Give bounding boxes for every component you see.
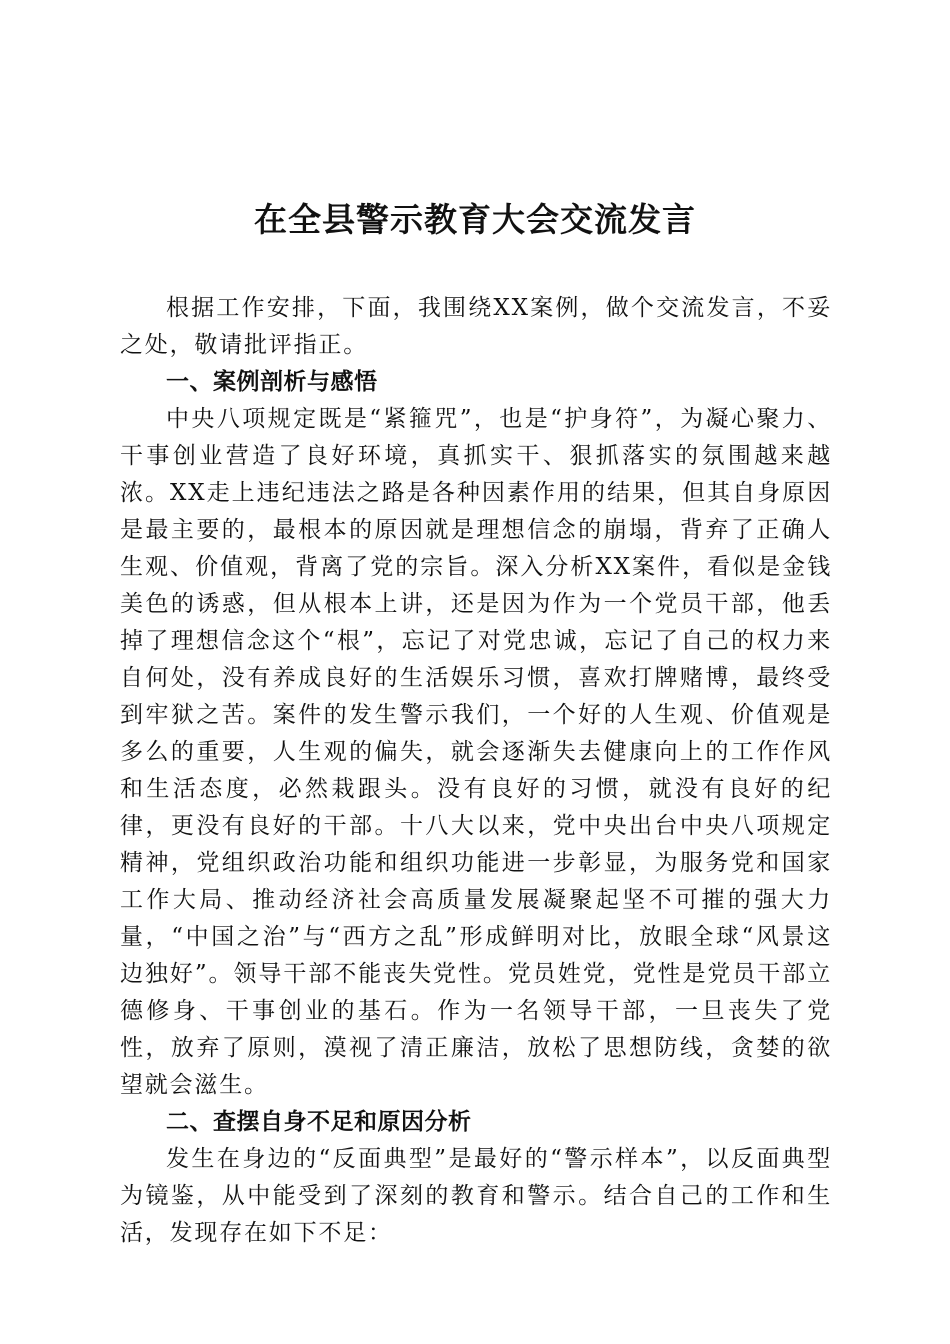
section-heading-2: 二、查摆自身不足和原因分析 [166, 1109, 472, 1135]
section-2-paragraph: 发生在身边的“反面典型”是最好的“警示样本”，以反面典型为镜鉴，从中能受到了深刻的教育和警示。结合自己的工作和生活，发现存在如下不足： [120, 1146, 832, 1246]
section-heading-1: 一、案例剖析与感悟 [166, 369, 378, 395]
section-1-paragraph: 中央八项规定既是“紧箍咒”，也是“护身符”，为凝心聚力、干事创业营造了良好环境，真抓实干、狠抓落实的氛围越来越浓。XX走上违纪违法之路是各种因素作用的结果，但其自身原因是最主要的，最根本的原因就是理想信念的崩塌，背弃了正确人生观、价值观，背离了党的宗旨。深入分析XX案件，看似是金钱美色的诱惑，但从根本上讲，还是因为作为一个党员干部，他丢掉了理想信念这个“根”，忘记了对党忠诚，忘记了自己的权力来自何处，没有养成良好的生活娱乐习惯，喜欢打牌赌博，最终受到牢狱之苦。案件的发生警示我们，一个好的人生观、价值观是多么的重要，人生观的偏失，就会逐渐失去健康向上的工作作风和生活态度，必然栽跟头。没有良好的习惯，就没有良好的纪律，更没有良好的干部。十八大以来，党中央出台中央八项规定精神，党组织政治功能和组织功能进一步彰显，为服务党和国家工作大局、推动经济社会高质量发展凝聚起坚不可摧的强大力量，“中国之治”与“西方之乱”形成鲜明对比，放眼全球“风景这边独好”。领导干部不能丧失党性。党员姓党，党性是党员干部立德修身、干事创业的基石。作为一名领导干部，一旦丧失了党性，放弃了原则，漠视了清正廉洁，放松了思想防线，贪婪的欲望就会滋生。 [120, 406, 832, 1098]
document-title: 在全县警示教育大会交流发言 [254, 200, 696, 239]
document-body [120, 290, 832, 1252]
intro-paragraph: 根据工作安排，下面，我围绕XX案例，做个交流发言，不妥之处，敬请批评指正。 [120, 295, 832, 358]
